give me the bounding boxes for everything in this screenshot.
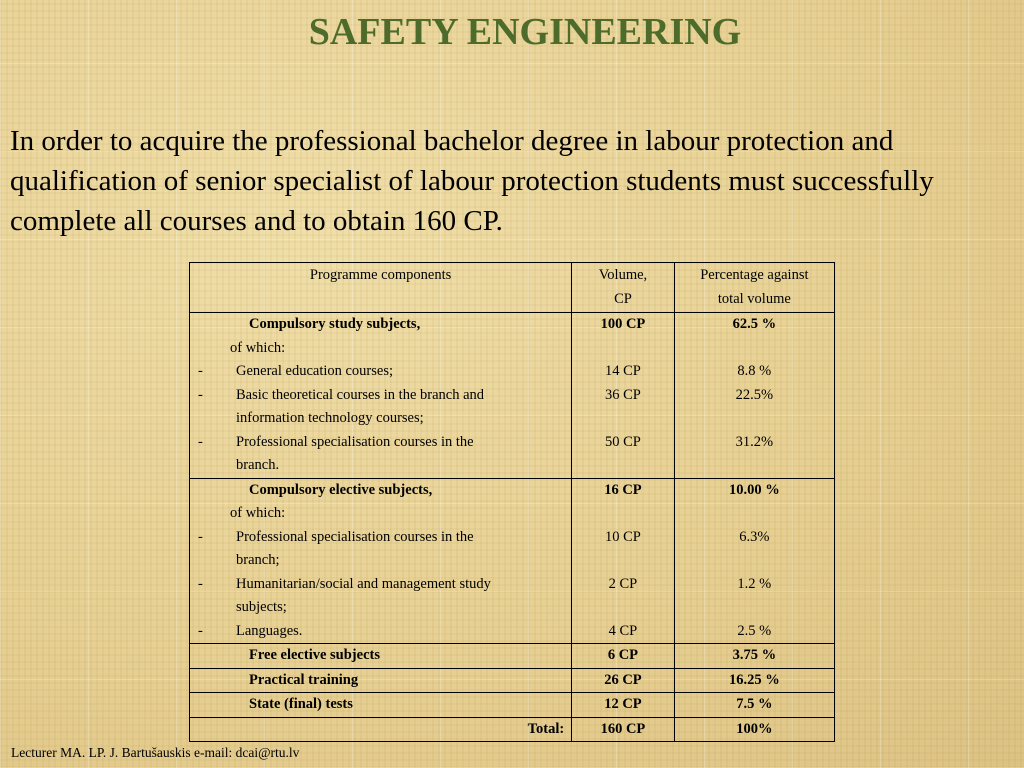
list-item-label: Professional specialisation courses in the — [236, 528, 474, 545]
list-item-continuation: subjects; — [236, 599, 287, 615]
list-item — [190, 526, 571, 550]
compulsory-volume-cell — [572, 313, 675, 479]
total-percent: 100% — [736, 720, 773, 737]
table-row-compulsory — [190, 313, 835, 479]
compulsory-title: Compulsory study subjects, — [249, 316, 421, 332]
programme-table — [189, 262, 835, 742]
header-volume — [572, 263, 675, 313]
header-percent-line1: Percentage against — [700, 267, 809, 283]
total-label: Total: — [527, 720, 565, 737]
list-item — [190, 573, 571, 597]
page-title: SAFETY ENGINEERING — [308, 11, 742, 53]
header-percent-line2: total volume — [717, 290, 791, 307]
item-volume: 4 CP — [608, 622, 638, 639]
free-elective-volume: 6 CP — [607, 647, 639, 663]
list-dash: - — [198, 386, 203, 403]
item-percent: 22.5% — [735, 386, 774, 403]
list-item — [190, 620, 571, 644]
list-item — [190, 384, 571, 408]
free-elective-percent: 3.75 % — [732, 647, 777, 663]
state-tests-label: State (final) tests — [249, 696, 353, 712]
table-row-total — [190, 717, 835, 742]
compulsory-components-cell — [190, 313, 572, 479]
list-item-label: Languages. — [236, 622, 303, 639]
item-percent: 8.8 % — [737, 363, 772, 379]
item-percent: 31.2% — [735, 433, 774, 450]
item-volume: 50 CP — [605, 433, 641, 450]
header-programme-components — [190, 263, 572, 313]
list-dash: - — [198, 622, 203, 639]
spacer — [572, 502, 674, 526]
elective-percent-cell — [674, 478, 834, 644]
total-percent-cell — [674, 717, 834, 742]
table-row-elective — [190, 478, 835, 644]
state-tests-percent: 7.5 % — [736, 696, 773, 712]
spacer — [675, 502, 834, 526]
list-dash: - — [198, 575, 203, 592]
total-volume-cell — [572, 717, 675, 742]
table-row-state-tests — [190, 693, 835, 718]
table-row-free-elective — [190, 644, 835, 669]
item-volume: 2 CP — [608, 575, 638, 592]
free-elective-volume-cell — [572, 644, 675, 669]
spacer — [675, 337, 834, 361]
state-tests-label-cell — [190, 693, 572, 718]
practical-volume-cell — [572, 668, 675, 693]
elective-of-which: of which: — [230, 505, 286, 521]
spacer — [572, 407, 674, 431]
footer-text: Lecturer MA. LP. J. Bartušauskis e-mail: dcai@rtu.lv — [11, 745, 300, 760]
list-dash: - — [198, 433, 203, 450]
practical-label: Practical training — [249, 671, 359, 688]
header-volume-line2: CP — [614, 290, 632, 307]
spacer — [675, 596, 834, 620]
elective-title: Compulsory elective subjects, — [249, 481, 433, 498]
list-item — [190, 431, 571, 455]
list-dash: - — [198, 528, 203, 545]
list-dash: - — [198, 363, 203, 379]
table-row-practical — [190, 668, 835, 693]
list-item-continuation: branch; — [236, 552, 280, 568]
compulsory-percent-cell — [674, 313, 834, 479]
spacer — [675, 407, 834, 431]
item-volume: 10 CP — [605, 528, 641, 545]
list-item-label: General education courses; — [236, 363, 394, 379]
compulsory-percent: 62.5 % — [732, 316, 777, 332]
compulsory-volume: 100 CP — [600, 316, 646, 332]
header-volume-line1: Volume, — [598, 267, 648, 283]
spacer — [572, 337, 674, 361]
state-tests-percent-cell — [674, 693, 834, 718]
list-item-label: Humanitarian/social and management study — [236, 575, 491, 592]
free-elective-label: Free elective subjects — [249, 647, 380, 663]
list-item-label: Basic theoretical courses in the branch and — [236, 386, 485, 403]
practical-percent-cell — [674, 668, 834, 693]
list-item — [190, 360, 571, 384]
practical-label-cell — [190, 668, 572, 693]
spacer — [675, 454, 834, 478]
state-tests-volume: 12 CP — [604, 696, 642, 712]
elective-volume: 16 CP — [604, 481, 642, 498]
spacer — [572, 549, 674, 573]
free-elective-percent-cell — [674, 644, 834, 669]
practical-volume: 26 CP — [604, 671, 642, 688]
table-header-row — [190, 263, 835, 313]
total-volume: 160 CP — [600, 720, 646, 737]
list-item-continuation: branch. — [236, 457, 280, 473]
list-item-continuation: information technology courses; — [236, 410, 424, 426]
total-label-cell — [190, 717, 572, 742]
item-percent: 6.3% — [739, 528, 770, 545]
elective-volume-cell — [572, 478, 675, 644]
header-component-label: Programme components — [309, 267, 452, 283]
spacer — [675, 549, 834, 573]
compulsory-of-which: of which: — [230, 339, 286, 356]
header-percentage — [674, 263, 834, 313]
spacer — [572, 454, 674, 478]
state-tests-volume-cell — [572, 693, 675, 718]
list-item-label: Professional specialisation courses in the — [236, 433, 474, 450]
item-volume: 14 CP — [605, 363, 641, 379]
item-volume: 36 CP — [605, 386, 641, 403]
elective-components-cell — [190, 478, 572, 644]
item-percent: 1.2 % — [737, 575, 772, 592]
item-percent: 2.5 % — [737, 622, 772, 639]
intro-paragraph: In order to acquire the professional bachelor degree in labour protection and qualification of senior specialist of labour protection students must successfully complete all courses and to obtain 160 CP. — [10, 125, 934, 237]
elective-percent: 10.00 % — [728, 481, 780, 498]
practical-percent: 16.25 % — [728, 671, 780, 688]
spacer — [572, 596, 674, 620]
free-elective-label-cell — [190, 644, 572, 669]
